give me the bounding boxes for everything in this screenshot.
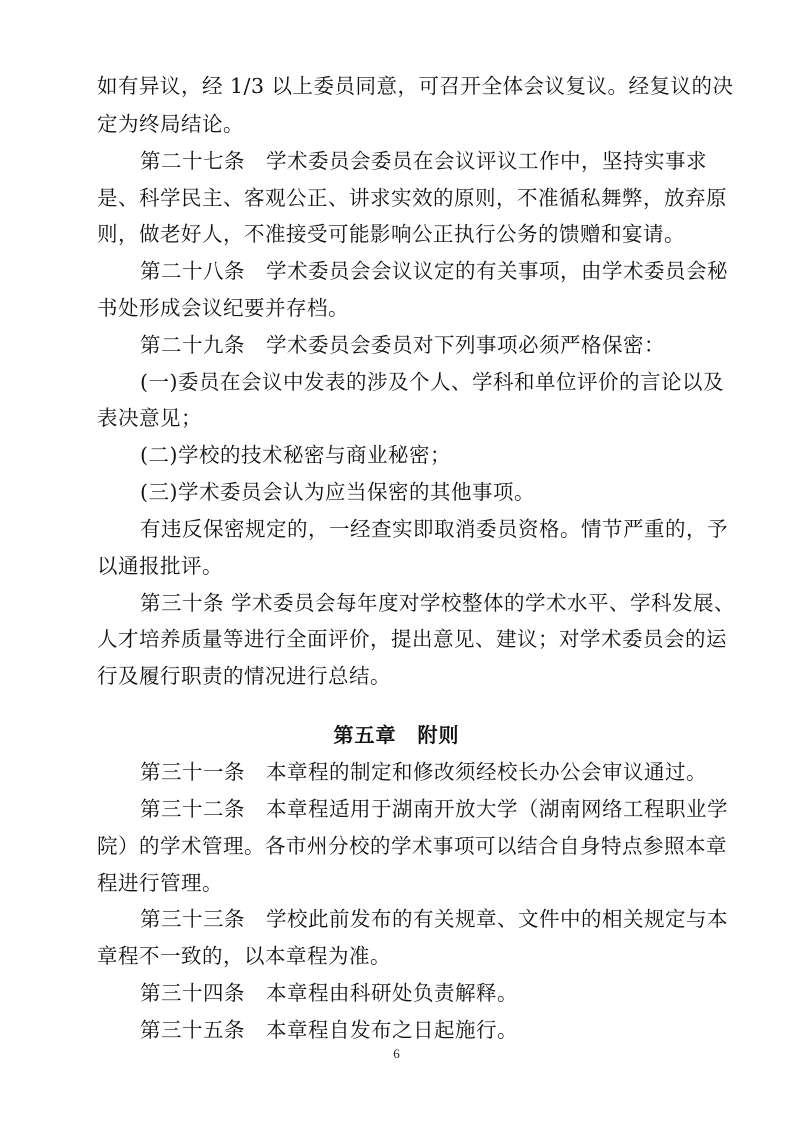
chapter-heading: 第五章 附则 [333, 723, 460, 747]
paragraph-line: 第三十五条 本章程自发布之日起施行。 [140, 1018, 518, 1042]
paragraph-line: 第二十八条 学术委员会会议议定的有关事项，由学术委员会秘 [140, 259, 728, 283]
paragraph-line: 第三十一条 本章程的制定和修改须经校长办公会审议通过。 [140, 760, 707, 784]
paragraph-line: 以通报批评。 [97, 554, 223, 578]
paragraph-line: 第三十二条 本章程适用于湖南开放大学（湖南网络工程职业学 [140, 797, 728, 821]
paragraph-line: 则，做老好人，不准接受可能影响公正执行公务的馈赠和宴请。 [97, 222, 685, 246]
paragraph-line: 定为终局结论。 [97, 112, 244, 136]
list-item-line: 表决意见； [97, 406, 202, 430]
paragraph-line: 行及履行职责的情况进行总结。 [97, 664, 391, 688]
list-item-line: (二)学校的技术秘密与商业秘密； [140, 443, 451, 467]
paragraph-line: 章程不一致的，以本章程为准。 [97, 944, 391, 968]
list-item-line: (一)委员在会议中发表的涉及个人、学科和单位评价的言论以及 [140, 370, 724, 394]
paragraph-line: 第二十七条 学术委员会委员在会议评议工作中，坚持实事求 [140, 149, 707, 173]
paragraph-line: 人才培养质量等进行全面评价，提出意见、建议；对学术委员会的运 [97, 627, 727, 651]
paragraph-line: 书处形成会议纪要并存档。 [97, 296, 349, 320]
paragraph-line: 第三十条 学术委员会每年度对学校整体的学术水平、学科发展、 [140, 591, 736, 615]
paragraph-line: 程进行管理。 [97, 871, 223, 895]
paragraph-line: 有违反保密规定的，一经查实即取消委员资格。情节严重的，予 [140, 517, 728, 541]
paragraph-line: 院）的学术管理。各市州分校的学术事项可以结合自身特点参照本章 [97, 834, 727, 858]
page-number: 6 [393, 1046, 400, 1061]
paragraph-line: 第三十四条 本章程由科研处负责解释。 [140, 981, 518, 1005]
paragraph-line: 如有异议，经 1/3 以上委员同意，可召开全体会议复议。经复议的决 [97, 74, 734, 98]
paragraph-line: 第二十九条 学术委员会委员对下列事项必须严格保密： [140, 333, 665, 357]
paragraph-line: 第三十三条 学校此前发布的有关规章、文件中的相关规定与本 [140, 907, 728, 931]
list-item-line: (三)学术委员会认为应当保密的其他事项。 [140, 480, 535, 504]
paragraph-line: 是、科学民主、客观公正、讲求实效的原则，不准循私舞弊，放弃原 [97, 186, 727, 210]
